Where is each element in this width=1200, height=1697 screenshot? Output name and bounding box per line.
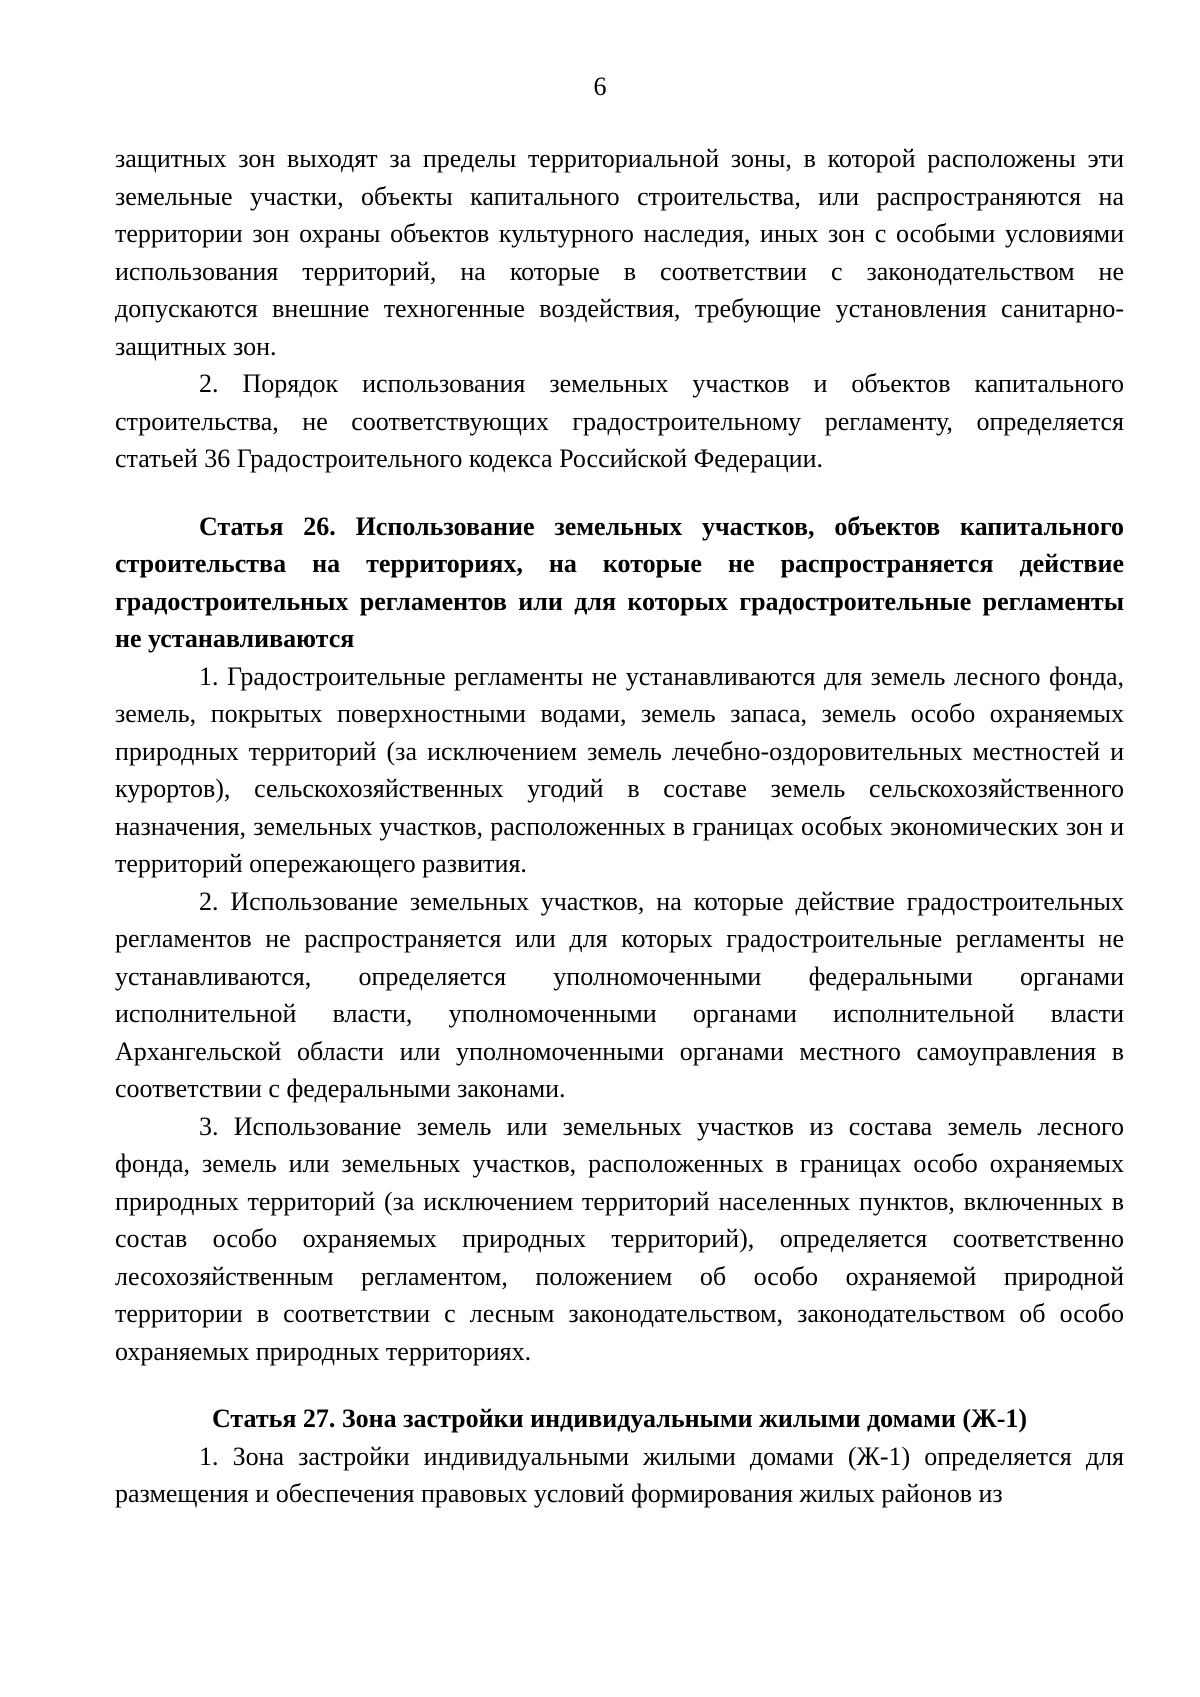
article-26 [115, 508, 1124, 1371]
section-spacer [115, 478, 1124, 508]
article-26-item-2: 2. Использование земельных участков, на которые действие градостроительных регламентов не распространяется или для которых градостроительные регламенты не устанавливаются, определяется уполномоченными федеральными органами исполнительной власти, уполномоченными органами исполнительной власти Архангельской области или уполномоченными органами местного самоуправления в соответствии с федеральными законами. [115, 886, 1124, 1103]
paragraph-item-2: 2. Порядок использования земельных участков и объектов капитального строительства, не соответствующих градостроительному регламенту, определяется статьей 36 Градостроительного кодекса Российской Федерации. [115, 369, 1124, 473]
article-27-heading: Статья 27. Зона застройки индивидуальными жилыми домами (Ж-1) [211, 1404, 1028, 1433]
article-26-item-1: 1. Градостроительные регламенты не устанавливаются для земель лесного фонда, земель, покрытых поверхностными водами, земель запаса, земель особо охраняемых природных территорий (за исключением земель лечебно-оздоровительных местностей и курортов), сельскохозяйственных угодий в составе земель сельскохозяйственного назначения, земельных участков, расположенных в границах особых экономических зон и территорий опережающего развития. [115, 661, 1124, 878]
article-27-item-1: 1. Зона застройки индивидуальными жилыми домами (Ж-1) определяется для размещения и обеспечения правовых условий формирования жилых районов из [115, 1441, 1124, 1508]
article-26-item-3: 3. Использование земель или земельных участков из состава земель лесного фонда, земель или земельных участков, расположенных в границах особо охраняемых природных территорий (за исключением территорий населенных пунктов, включенных в состав особо охраняемых природных территорий), определяется соответственно лесохозяйственным регламентом, положением об особо охраняемой природной территории в соответствии с лесным законодательством, законодательством об особо охраняемых природных территориях. [115, 1111, 1124, 1366]
section-spacer [115, 1370, 1124, 1400]
article-27 [115, 1400, 1124, 1513]
article-26-heading: Статья 26. Использование земельных участков, объектов капитального строительства на территориях, на которые не распространяется действие градостроительных регламентов или для которых градостроительные регламенты не устанавливаются [115, 511, 1124, 653]
document-body [115, 140, 1124, 1513]
continued-paragraph: защитных зон выходят за пределы территориальной зоны, в которой расположены эти земельные участки, объекты капитального строительства, или распространяются на территории зон охраны объектов культурного наследия, иных зон с особыми условиями использования территорий, на которые в соответствии с законодательством не допускаются внешние техногенные воздействия, требующие установления санитарно-защитных зон. [115, 144, 1124, 361]
page-number: 6 [593, 72, 607, 101]
